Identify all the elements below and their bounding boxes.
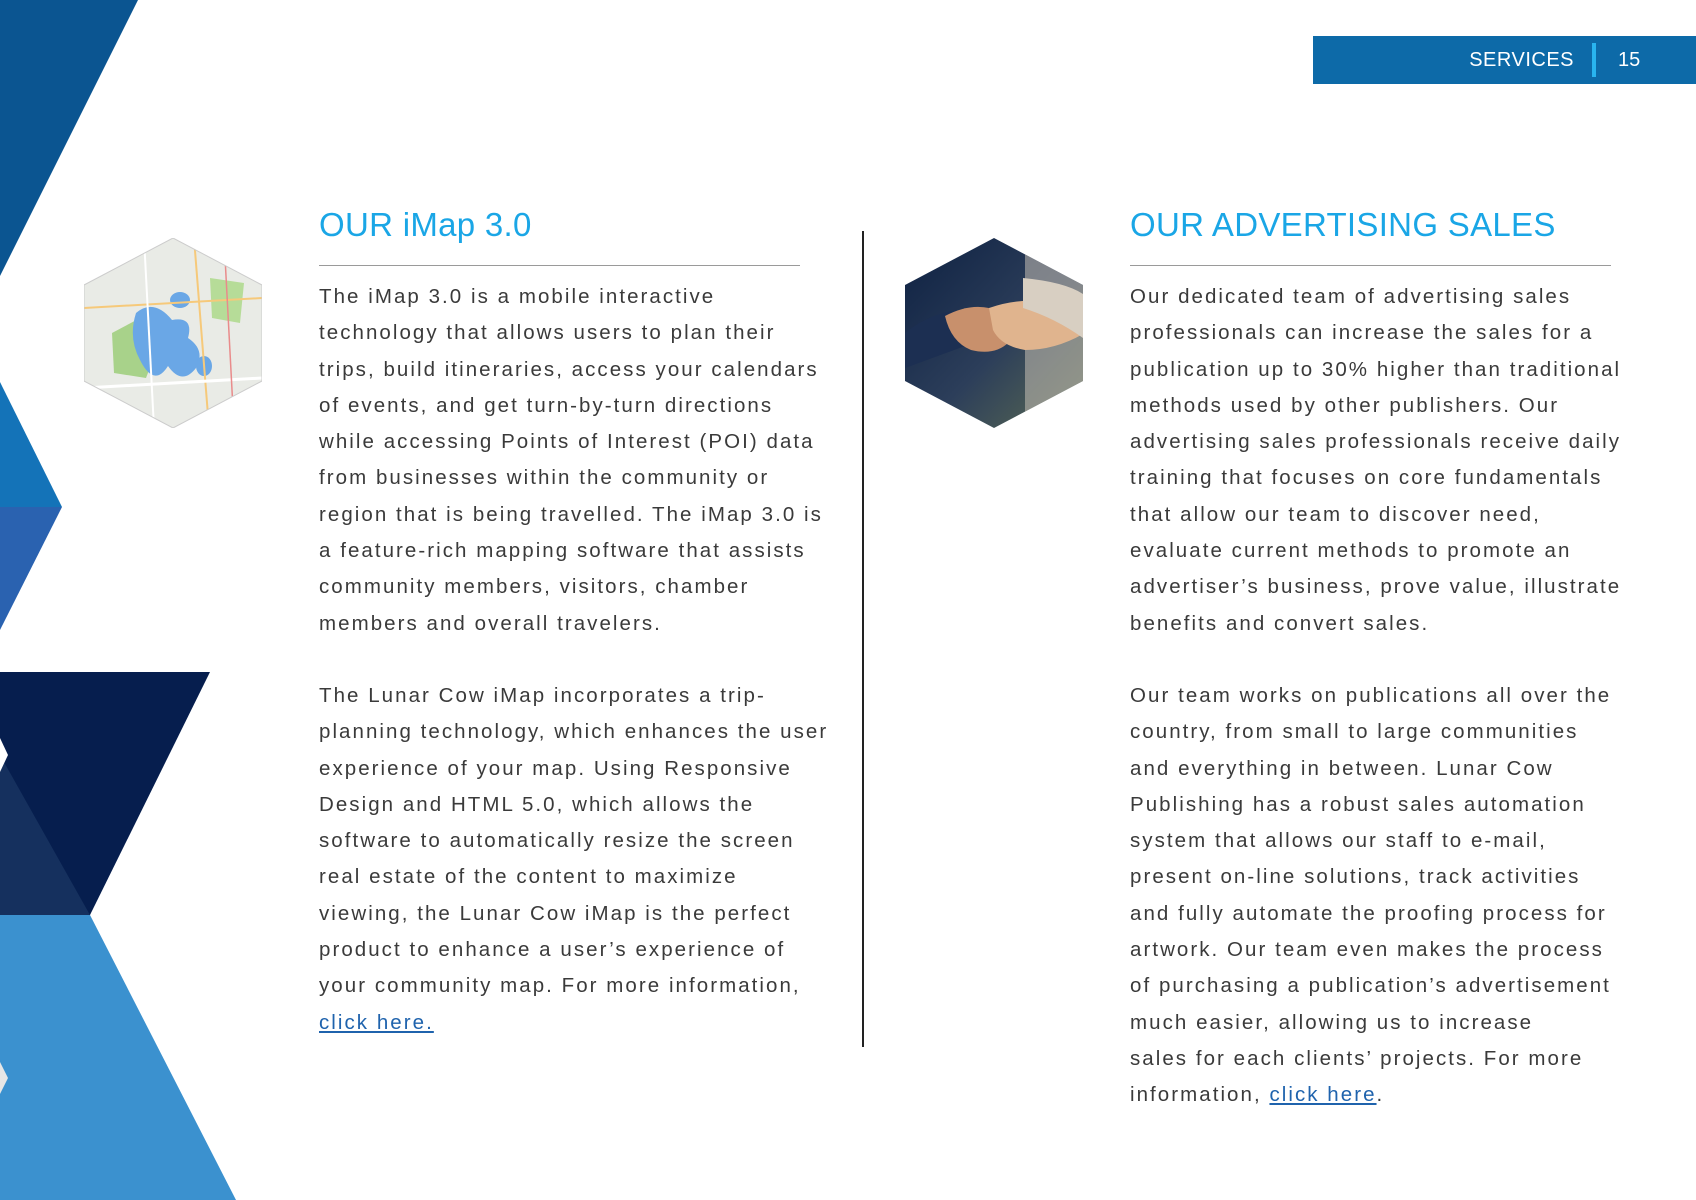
text-line: technology that allows users to plan their xyxy=(319,321,776,345)
decorative-geometric-shapes xyxy=(0,0,300,1200)
text-line: much easier, allowing us to increase xyxy=(1130,1010,1534,1034)
hexagon-map-image xyxy=(84,238,262,428)
text-line: system that allows our staff to e-mail, xyxy=(1130,829,1547,853)
advertising-section-title: OUR ADVERTISING SALES xyxy=(1130,206,1556,243)
text-line: and fully automate the proofing process for xyxy=(1130,901,1607,925)
imap-click-here-link[interactable]: click here. xyxy=(319,1010,434,1034)
text-line: community members, visitors, chamber xyxy=(319,575,750,599)
text-line: The iMap 3.0 is a mobile interactive xyxy=(319,285,716,308)
text-line: members and overall travelers. xyxy=(319,611,662,635)
text-line: evaluate current methods to promote an xyxy=(1130,539,1572,563)
text-line: The Lunar Cow iMap incorporates a trip- xyxy=(319,683,766,707)
text-line: and everything in between. Lunar Cow xyxy=(1130,756,1554,780)
text-line: advertiser’s business, prove value, illustrate xyxy=(1130,575,1622,599)
text-line: product to enhance a user’s experience of xyxy=(319,938,786,962)
text-line: present on-line solutions, track activities xyxy=(1130,865,1581,889)
page-number: 15 xyxy=(1618,49,1641,71)
advertising-paragraph-2 xyxy=(1130,678,1670,1114)
text-line: real estate of the content to maximize xyxy=(319,865,738,889)
text-line: artwork. Our team even makes the process xyxy=(1130,938,1604,962)
text-line: region that is being travelled. The iMap 3.0 is xyxy=(319,502,823,526)
hexagon-handshake-image xyxy=(905,238,1083,428)
advertising-click-here-link[interactable]: click here xyxy=(1269,1083,1377,1107)
section-label: SERVICES xyxy=(1469,49,1574,71)
text-line: that allow our team to discover need, xyxy=(1130,502,1541,526)
imap-body xyxy=(319,279,839,1077)
text-line: Design and HTML 5.0, which allows the xyxy=(319,792,755,816)
text-line: viewing, the Lunar Cow iMap is the perfect xyxy=(319,901,792,925)
text-punctuation: . xyxy=(1376,1083,1385,1107)
text-line: Our team works on publications all over the xyxy=(1130,683,1612,707)
text-line: of purchasing a publication’s advertisement xyxy=(1130,974,1611,998)
deco-shape-mid-dark xyxy=(0,507,62,630)
text-line: while accessing Points of Interest (POI) data xyxy=(319,430,815,454)
advertising-title-rule xyxy=(1130,265,1611,266)
text-line: training that focuses on core fundamentals xyxy=(1130,466,1603,490)
text-line: publication up to 30% higher than traditional xyxy=(1130,357,1622,381)
imap-paragraph-2 xyxy=(319,678,839,1041)
text-line: benefits and convert sales. xyxy=(1130,611,1430,635)
header-bar xyxy=(1313,36,1696,84)
text-line: country, from small to large communities xyxy=(1130,720,1579,744)
text-line: sales for each clients’ projects. For more xyxy=(1130,1046,1584,1070)
deco-shape-top xyxy=(0,0,138,276)
advertising-body xyxy=(1130,279,1670,1150)
imap-title-rule xyxy=(319,265,800,266)
text-line: experience of your map. Using Responsive xyxy=(319,756,792,780)
column-divider xyxy=(862,231,864,1047)
imap-paragraph-1 xyxy=(319,279,839,642)
text-line: software to automatically resize the screen xyxy=(319,829,795,853)
text-line: advertising sales professionals receive daily xyxy=(1130,430,1622,454)
text-line: a feature-rich mapping software that assists xyxy=(319,539,806,563)
text-line: Our dedicated team of advertising sales xyxy=(1130,285,1572,308)
text-line: from businesses within the community or xyxy=(319,466,770,490)
imap-section-title: OUR iMap 3.0 xyxy=(319,206,532,243)
advertising-paragraph-1 xyxy=(1130,279,1670,642)
text-line: methods used by other publishers. Our xyxy=(1130,393,1560,417)
text-line: trips, build itineraries, access your calendars xyxy=(319,357,819,381)
text-line: your community map. For more information, xyxy=(319,974,801,998)
deco-shape-bottom xyxy=(0,915,236,1200)
text-line: planning technology, which enhances the user xyxy=(319,720,829,744)
text-line: Publishing has a robust sales automation xyxy=(1130,792,1586,816)
text-line: information, xyxy=(1130,1083,1270,1107)
text-line: of events, and get turn-by-turn directions xyxy=(319,393,774,417)
text-line: professionals can increase the sales for a xyxy=(1130,321,1594,345)
header-separator xyxy=(1592,43,1596,77)
deco-shape-mid-light xyxy=(0,382,62,507)
